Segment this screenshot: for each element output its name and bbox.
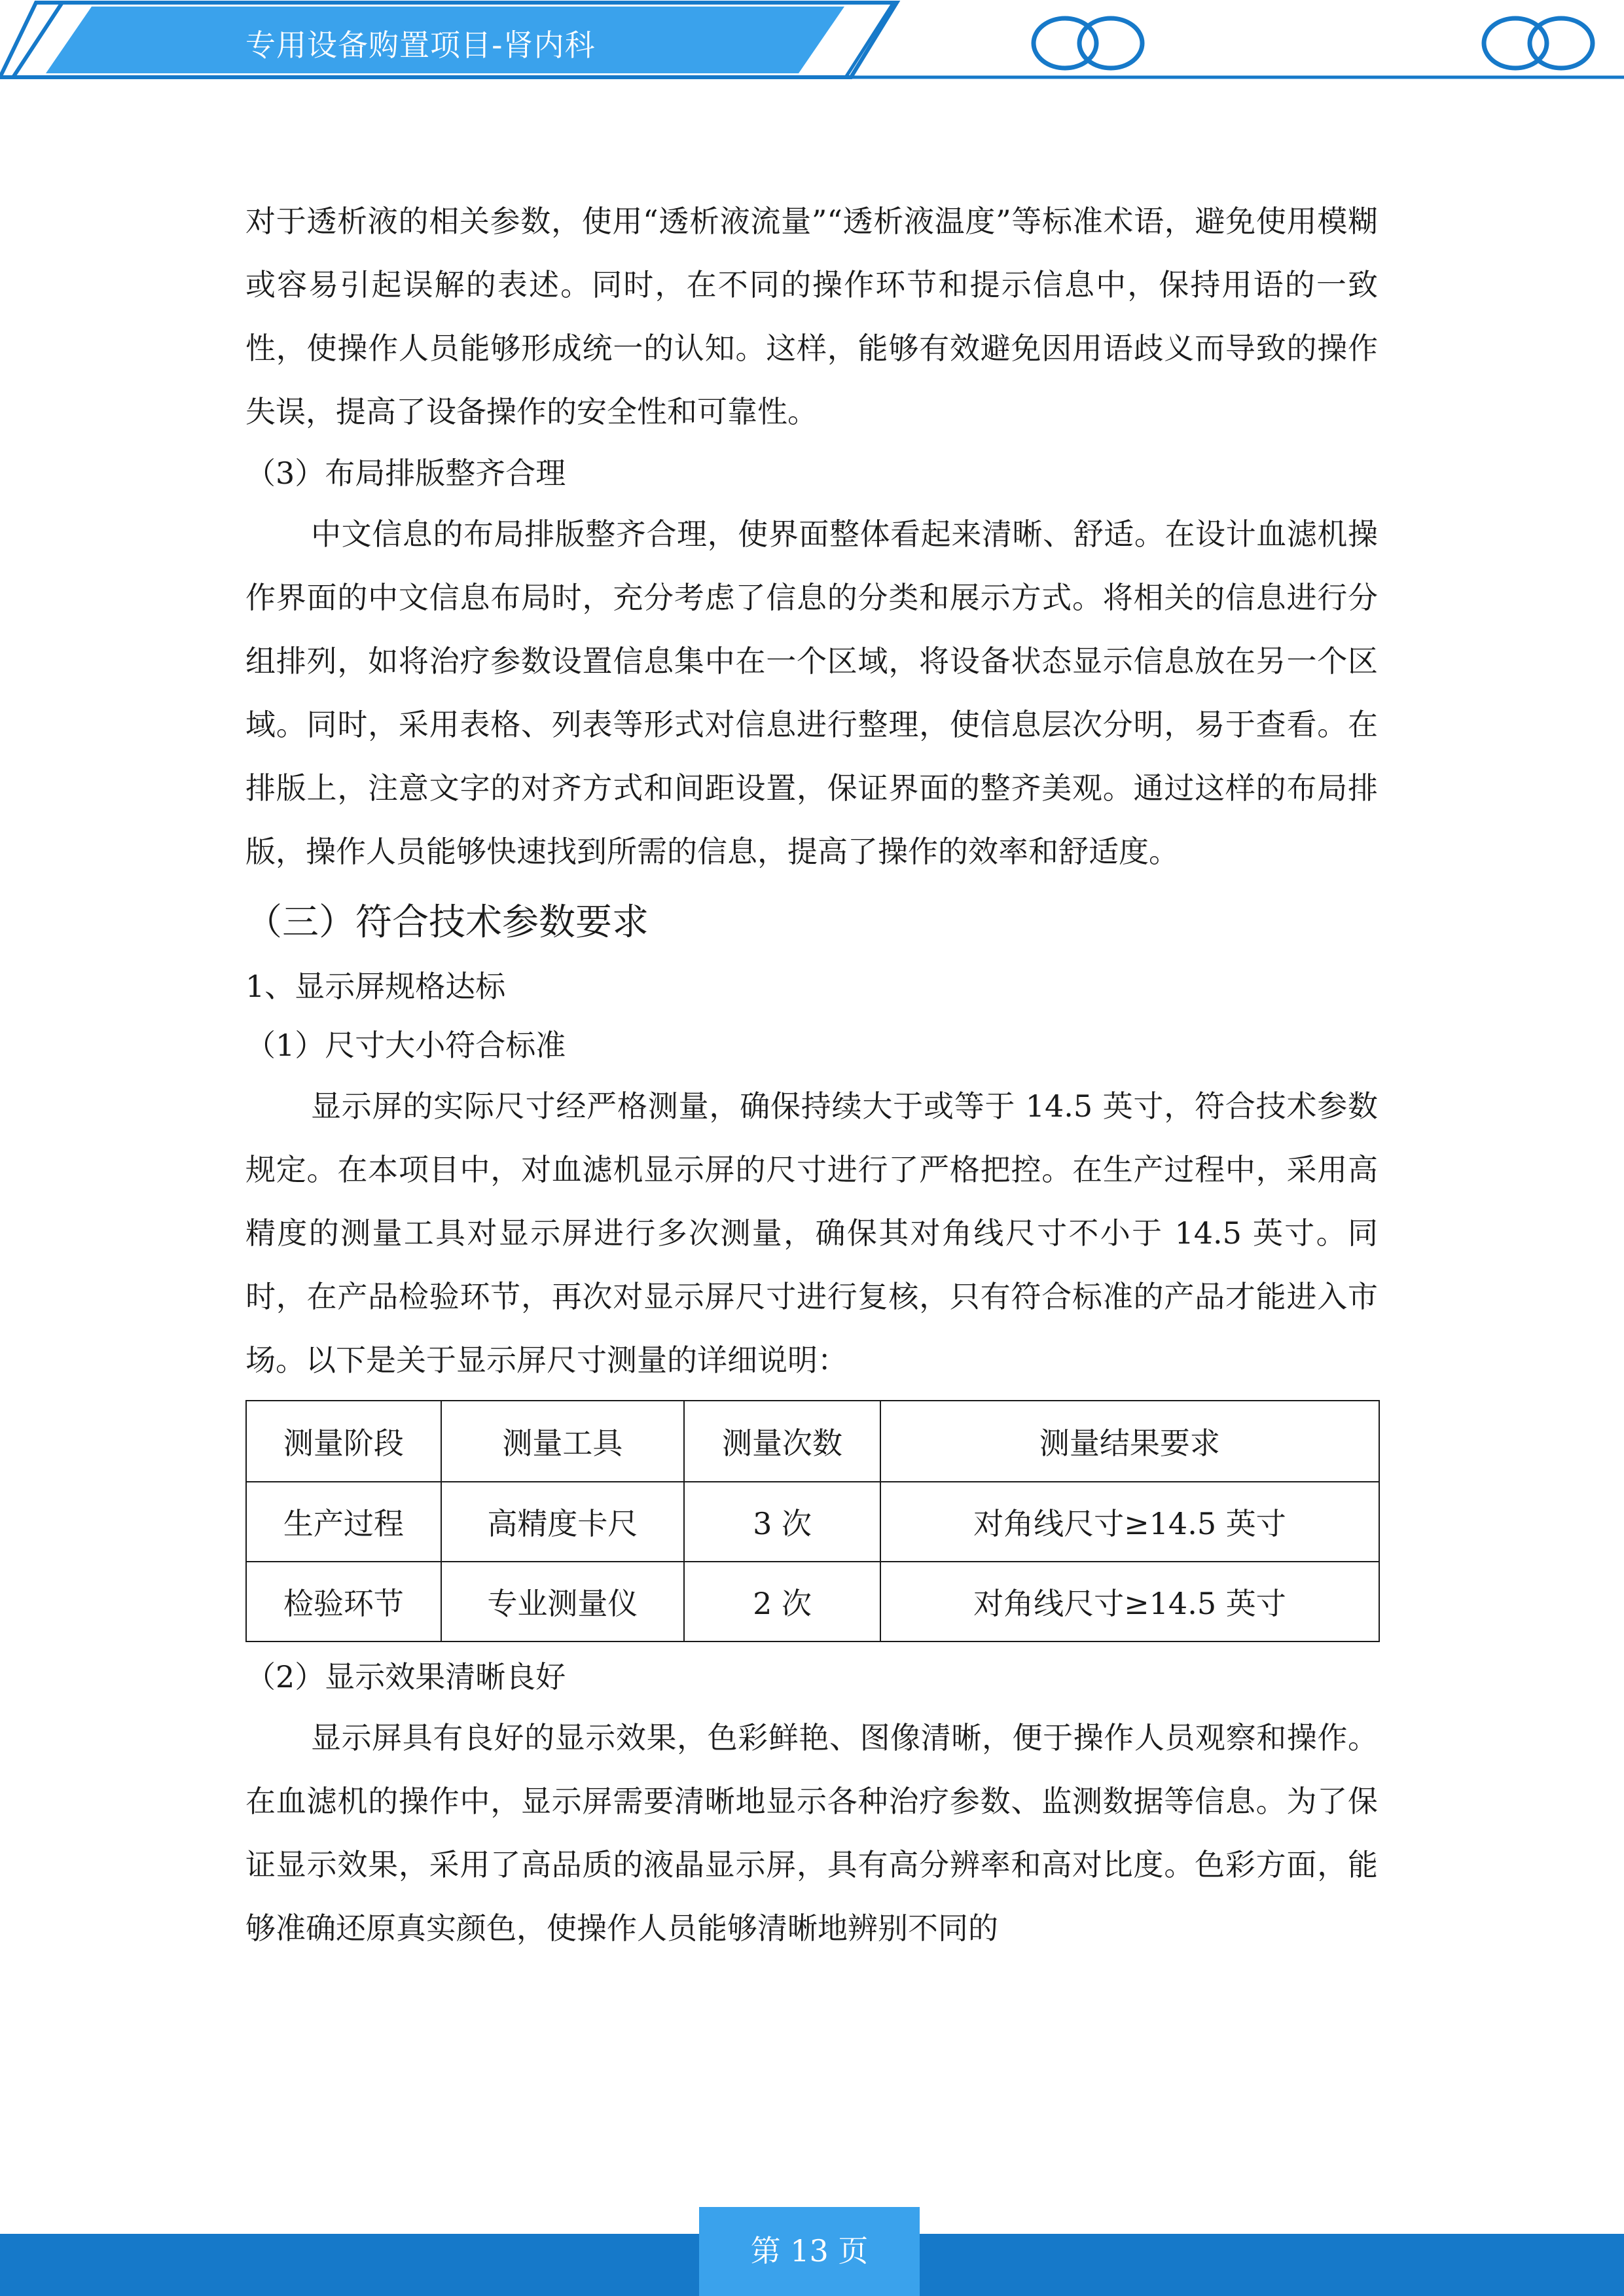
table-cell: 生产过程 xyxy=(246,1482,441,1562)
table-row xyxy=(246,1562,1379,1641)
interlocking-rings-icon xyxy=(1484,18,1593,68)
table-cell: 2 次 xyxy=(684,1562,880,1641)
subheading-size: （1）尺寸大小符合标准 xyxy=(245,1028,566,1063)
paragraph-layout: 中文信息的布局排版整齐合理，使界面整体看起来清晰、舒适。在设计血滤机操作界面的中文信息布局时，充分考虑了信息的分类和展示方式。将相关的信息进行分组排列，如将治疗参数设置信息集中在一个区域，将设备状态显示信息放在另一个区域。同时，采用表格、列表等形式对信息进行整理，使信息层次分明，易于查看。在排版上，注意文字的对齐方式和间距设置，保证界面的整齐美观。通过这样的布局排版，操作人员能够快速找到所需的信息，提高了操作的效率和舒适度。 xyxy=(245,516,1378,869)
table-cell: 对角线尺寸≥14.5 英寸 xyxy=(880,1482,1379,1562)
interlocking-rings-icon xyxy=(1034,18,1142,68)
page-number: 第 13 页 xyxy=(750,2233,869,2269)
page-header xyxy=(0,0,1624,85)
table-header-row xyxy=(246,1401,1379,1482)
table-cell: 对角线尺寸≥14.5 英寸 xyxy=(880,1562,1379,1641)
table-header-cell: 测量工具 xyxy=(441,1401,685,1482)
header-right-stripe xyxy=(846,3,893,77)
table-header-cell: 测量次数 xyxy=(684,1401,880,1482)
item-heading-display-spec: 1、显示屏规格达标 xyxy=(245,969,506,1004)
subheading-display-effect: （2）显示效果清晰良好 xyxy=(245,1659,566,1695)
header-decoration xyxy=(0,0,1624,85)
table-header-cell: 测量结果要求 xyxy=(880,1401,1379,1482)
paragraph-size: 显示屏的实际尺寸经严格测量，确保持续大于或等于 14.5 英寸，符合技术参数规定。在本项目中，对血滤机显示屏的尺寸进行了严格把控。在生产过程中，采用高精度的测量工具对显示屏进行多次测量，确保其对角线尺寸不小于 14.5 英寸。同时，在产品检验环节，再次对显示屏尺寸进行复核，只有符合标准的产品才能进入市场。以下是关于显示屏尺寸测量的详细说明： xyxy=(245,1088,1378,1378)
table-cell: 高精度卡尺 xyxy=(441,1482,685,1562)
measurement-table xyxy=(245,1400,1380,1642)
table-cell: 专业测量仪 xyxy=(441,1562,685,1641)
paragraph-terminology: 对于透析液的相关参数，使用“透析液流量”“透析液温度”等标准术语，避免使用模糊或容易引起误解的表述。同时，在不同的操作环节和提示信息中，保持用语的一致性，使操作人员能够形成统一的认知。这样，能够有效避免因用语歧义而导致的操作失误，提高了设备操作的安全性和可靠性。 xyxy=(245,204,1378,429)
table-row xyxy=(246,1482,1379,1562)
paragraph-display-effect: 显示屏具有良好的显示效果，色彩鲜艳、图像清晰，便于操作人员观察和操作。在血滤机的操作中，显示屏需要清晰地显示各种治疗参数、监测数据等信息。为了保证显示效果，采用了高品质的液晶显示屏，具有高分辨率和高对比度。色彩方面，能够准确还原真实颜色，使操作人员能够清晰地辨别不同的 xyxy=(245,1720,1378,1946)
document-body xyxy=(245,190,1378,1960)
subheading-layout: （3）布局排版整齐合理 xyxy=(245,456,566,491)
table-header-cell: 测量阶段 xyxy=(246,1401,441,1482)
section-heading-tech-params: （三）符合技术参数要求 xyxy=(245,901,649,944)
header-title: 专用设备购置项目-肾内科 xyxy=(245,27,596,63)
table-cell: 3 次 xyxy=(684,1482,880,1562)
table-cell: 检验环节 xyxy=(246,1562,441,1641)
